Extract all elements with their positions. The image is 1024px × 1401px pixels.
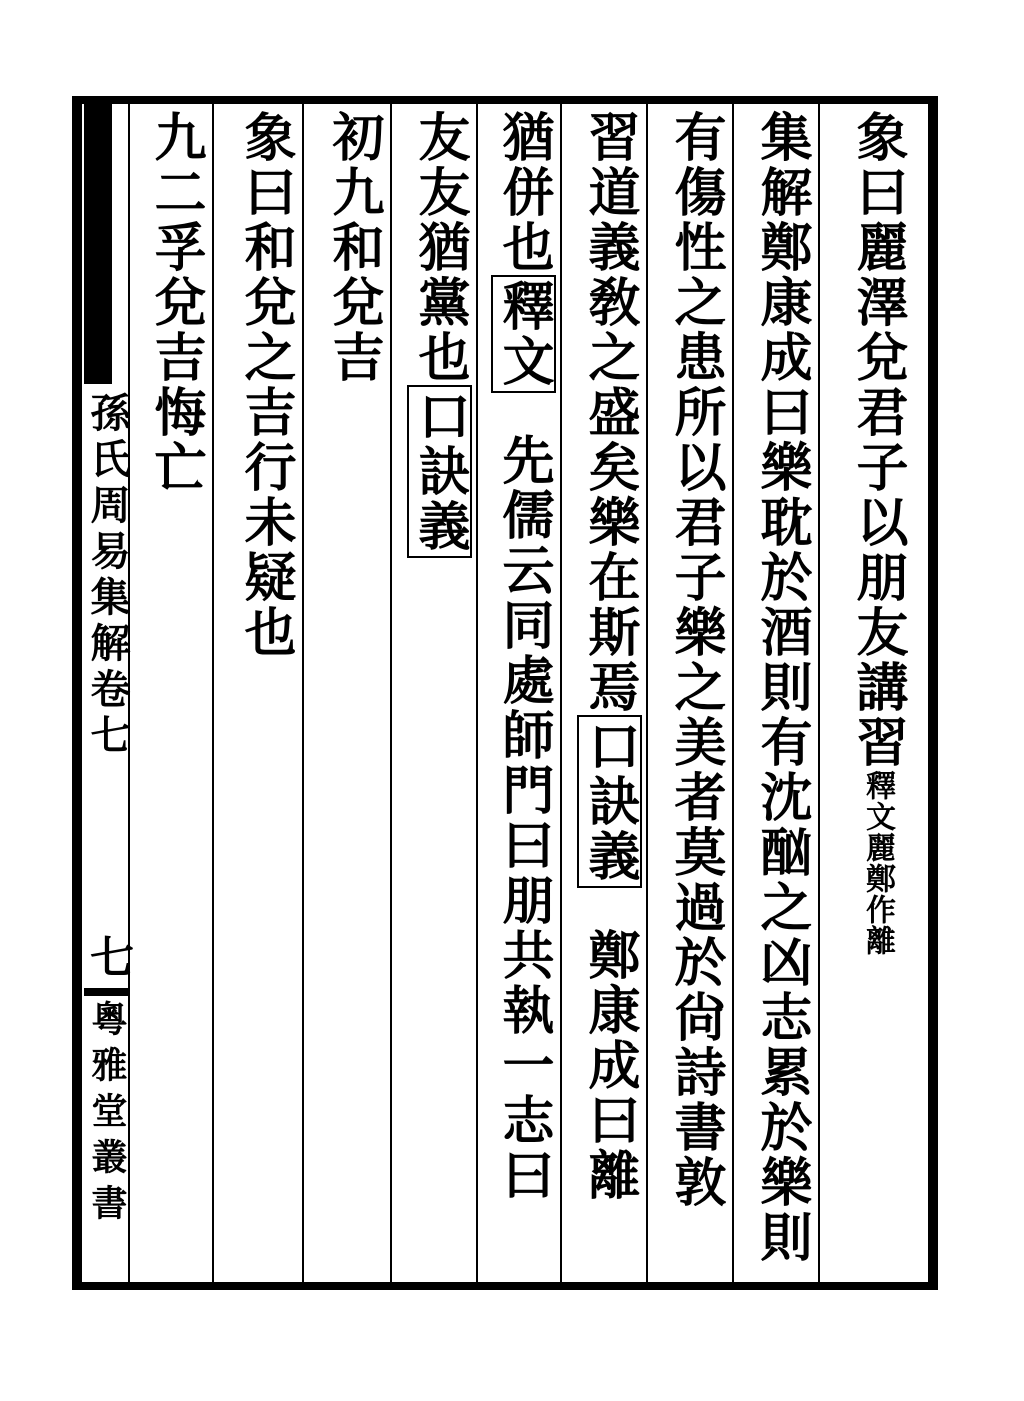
text-column-2 xyxy=(736,110,816,1280)
column-tail-text: 先儒云同處師門曰朋共執一志曰 xyxy=(493,433,554,1203)
text-column-1 xyxy=(822,110,912,1280)
text-column-4 xyxy=(564,110,644,1280)
center-divider xyxy=(84,988,130,996)
text-column-7 xyxy=(306,110,388,1280)
column-rule xyxy=(818,104,820,1282)
column-rule xyxy=(212,104,214,1282)
column-note: 口訣義 xyxy=(577,715,642,888)
column-rule xyxy=(732,104,734,1282)
column-rule xyxy=(476,104,478,1282)
column-rule xyxy=(390,104,392,1282)
column-note: 釋文麗鄭作離 xyxy=(860,770,895,956)
book-title: 孫氏周易集解卷七 xyxy=(84,392,131,760)
column-main-text: 猶併也 xyxy=(493,110,554,275)
column-note: 口訣義 xyxy=(407,385,472,558)
text-column-3 xyxy=(650,110,730,1280)
text-column-9 xyxy=(134,110,210,1280)
column-main-text: 習道義敎之盛矣樂在斯焉 xyxy=(579,110,640,715)
column-main-text: 友友猶黨也 xyxy=(409,110,470,385)
column-note: 釋文 xyxy=(491,275,556,393)
column-main-text: 集解鄭康成曰樂耽於酒則有沈酗之凶志累於樂則 xyxy=(751,110,812,1265)
column-tail-text: 鄭康成曰離 xyxy=(579,928,640,1203)
column-rule xyxy=(646,104,648,1282)
publisher-name: 粵雅堂叢書 xyxy=(86,1000,128,1230)
column-main-text: 初九和兌吉 xyxy=(323,110,384,385)
column-main-text: 有傷性之患所以君子樂之美者莫過於尙詩書敦 xyxy=(665,110,726,1210)
column-main-text: 九二孚兌吉悔亡 xyxy=(145,110,206,495)
column-rule xyxy=(302,104,304,1282)
column-main-text: 象曰和兌之吉行未疑也 xyxy=(235,110,296,660)
column-main-text: 象曰麗澤兌君子以朋友講習 xyxy=(847,110,908,770)
page-number: 七 xyxy=(82,934,133,978)
column-rule xyxy=(560,104,562,1282)
text-column-8 xyxy=(216,110,300,1280)
text-column-6 xyxy=(394,110,474,1280)
text-column-5 xyxy=(480,110,558,1280)
fish-tail-mark xyxy=(84,104,112,384)
